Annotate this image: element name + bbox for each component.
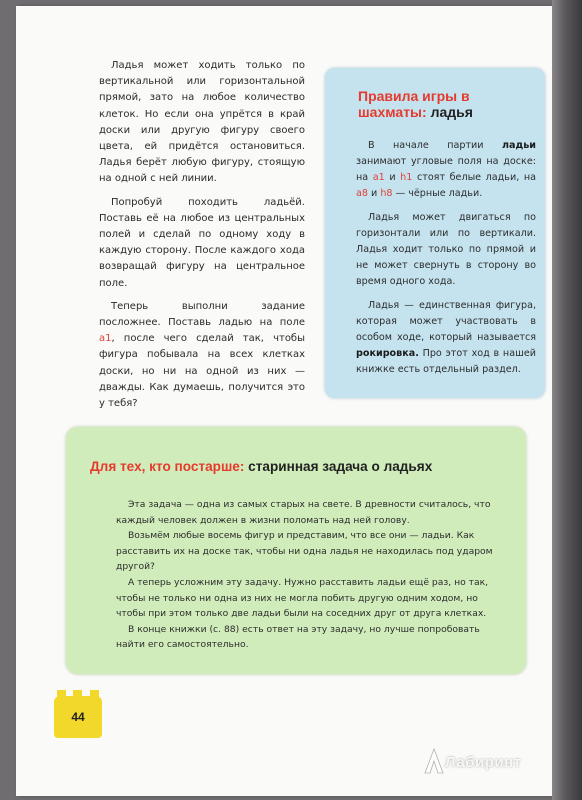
labyrinth-logo-icon — [424, 748, 444, 774]
square-h8: h8 — [380, 188, 393, 199]
page-number-badge — [54, 696, 102, 738]
rules-sidebar-box — [325, 68, 545, 398]
old-puzzle-intro: Эта задача — одна из самых старых на свете. В древности считалось, что каждый человек должен в жизни поломать над ней голову. — [116, 499, 491, 526]
tower-crenel — [57, 690, 66, 698]
square-a1: a1 — [372, 172, 385, 183]
square-a1: a1 — [99, 333, 112, 345]
tower-crenel — [90, 690, 99, 698]
old-puzzle-task: Возьмём любые восемь фигур и представим, что все они — ладьи. Как расставить их на доске так, чтобы ни одна ладья не находилась под ударом другой? — [116, 530, 493, 573]
old-puzzle-answer-note: В конце книжки (с. 88) есть ответ на эту задачу, но лучше попробовать найти его самостоятельно. — [116, 623, 480, 651]
page-number: 44 — [71, 710, 85, 724]
old-puzzle-harder: А теперь усложним эту задачу. Нужно расставить ладьи ещё раз, но так, чтобы не только ни одна из них не могла побить другую одним ходом, но чтобы при этом только две ладьи были на соседних друг от друга клетках. — [116, 576, 489, 620]
rook-moves-paragraph: Ладья может ходить только по вертикальной или горизонтальной прямой, зато на любое количество клеток. Но если она упрётся в край доски или другую фигуру своего цвета, ей придётся остановиться. Ладья берёт любую фигуру, стоящую на одной с ней линии. — [99, 60, 305, 185]
rules-movement-paragraph: Ладья может двигаться по горизонтали или по вертикали. Ладья ходит только по прямой и не может свернуть в сторону во время одного хода. — [356, 212, 536, 287]
old-puzzle-subheading: старинная задача о ладьях — [248, 459, 433, 474]
book-page — [16, 6, 552, 796]
left-column-text — [99, 58, 305, 412]
rules-subtitle: ладья — [430, 104, 473, 120]
book-spine-shadow — [552, 0, 582, 800]
try-rook-paragraph: Попробуй походить ладьёй. Поставь её на любое из центральных полей и сделай по одному ходу в каждую сторону. После каждого хода возвращай фигуру на центральное поле. — [99, 196, 305, 289]
old-puzzle-heading: Для тех, кто постарше: старинная задача о ладьях — [90, 459, 433, 474]
old-puzzle-text — [116, 497, 506, 653]
square-a8: a8 — [356, 188, 368, 199]
watermark-text: Лабиринт — [445, 754, 522, 771]
rules-title: Правила игры в шахматы: ладья — [358, 88, 473, 120]
old-puzzle-box — [66, 427, 526, 674]
square-h1: h1 — [400, 172, 413, 183]
rules-castling-paragraph: Ладья — единственная фигура, которая может участвовать в особом ходе, который называется рокировка. Про этот ход в нашей книжке есть отдельный раздел. — [356, 300, 536, 375]
task-paragraph: Теперь выполни задание посложнее. Поставь ладью на поле a1, после чего сделай так, чтобы фигура побывала на всех клетках доски, но ни на одной из них — дважды. Как думаешь, получится это у тебя? — [99, 300, 305, 410]
rules-text — [356, 138, 536, 378]
rules-start-paragraph: В начале партии ладьи занимают угловые поля на доске: на a1 и h1 стоят белые ладьи, на a8 и h8 — чёрные ладьи. — [356, 140, 536, 199]
tower-crenel — [73, 690, 82, 698]
